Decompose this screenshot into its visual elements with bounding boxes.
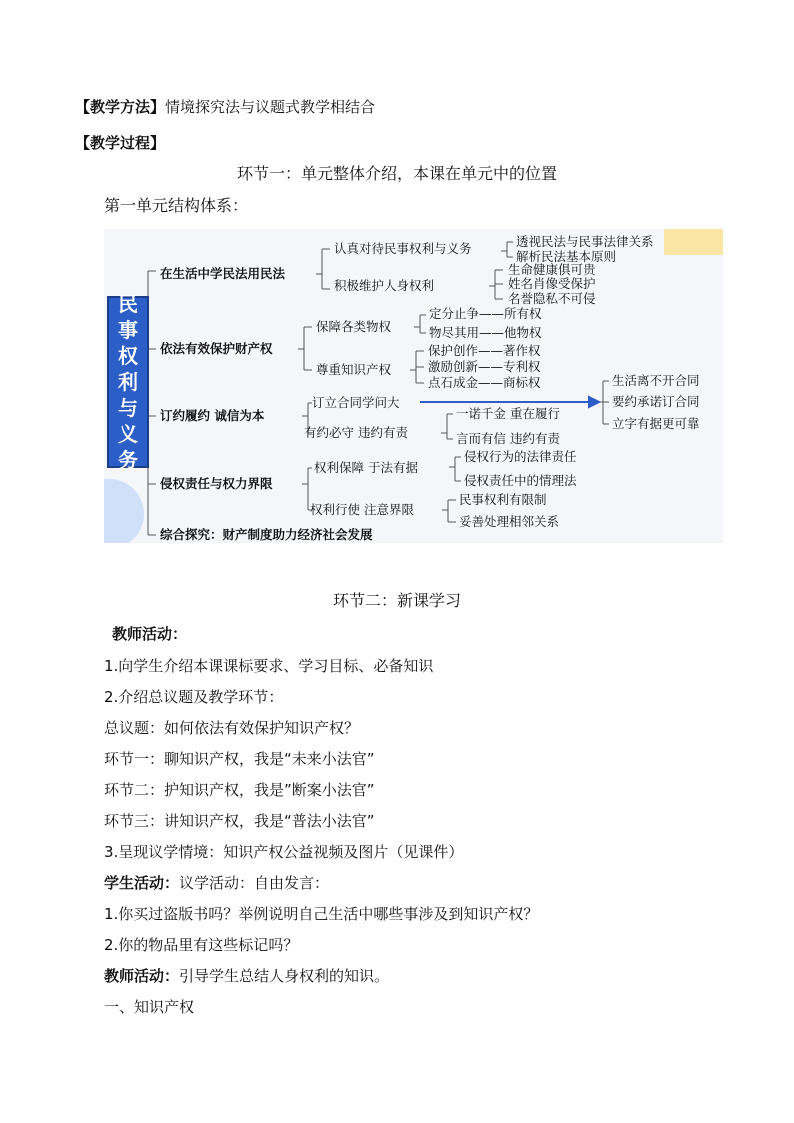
leaf: 解析民法基本原则 xyxy=(516,249,617,264)
node-rights-exercise: 权利行使 注意界限 xyxy=(310,502,414,517)
root-char: 义 xyxy=(118,422,138,446)
branch-property-rights: 依法有效保护财产权 xyxy=(160,341,273,356)
leaf: 要约承诺订合同 xyxy=(612,394,700,409)
leaf: 民事权利有限制 xyxy=(459,492,547,507)
leaf: 侵权行为的法律责任 xyxy=(464,449,577,464)
branch-tort-liability: 侵权责任与权力界限 xyxy=(160,476,273,491)
section2-title: 环节二：新课学习 xyxy=(332,591,461,610)
leaf: 定分止争——所有权 xyxy=(429,306,542,321)
leaf: 点石成金——商标权 xyxy=(428,375,541,390)
teacher-activity-2-line xyxy=(104,966,389,986)
node-ip: 尊重知识产权 xyxy=(316,362,392,377)
leaf: 保护创作——著作权 xyxy=(428,343,541,358)
node-rights-obligations: 认真对待民事权利与义务 xyxy=(334,241,472,256)
teaching-method-label: 【教学方法】 xyxy=(75,98,166,116)
unit-structure-diagram xyxy=(104,229,723,543)
node-rights-protection: 权利保障 于法有据 xyxy=(314,460,418,475)
teacher-activity-2-text: 引导学生总结人身权利的知识。 xyxy=(179,967,390,985)
leaf: 言而有信 违约有责 xyxy=(456,431,560,446)
root-char: 务 xyxy=(118,448,138,472)
teacher-item-3: 3.呈现议学情境：知识产权公益视频及图片（见课件） xyxy=(104,843,464,861)
leaf: 物尽其用——他物权 xyxy=(429,325,542,340)
leaf: 一诺千金 重在履行 xyxy=(456,406,560,421)
root-char: 与 xyxy=(118,396,138,420)
teacher-item-1: 1.向学生介绍本课课标要求、学习目标、必备知识 xyxy=(104,657,434,675)
leaf: 名誉隐私不可侵 xyxy=(508,291,596,306)
root-title-box xyxy=(107,292,149,472)
leaf: 生命健康俱可贵 xyxy=(508,262,596,277)
branch-contracts: 订约履约 诚信为本 xyxy=(160,408,265,423)
root-char: 民 xyxy=(118,292,138,316)
node-keep-promise: 有约必守 违约有责 xyxy=(304,425,408,440)
node-personal-rights: 积极维护人身权利 xyxy=(334,278,435,293)
overall-topic: 总议题：如何依法有效保护知识产权？ xyxy=(104,719,360,737)
node-property: 保障各类物权 xyxy=(316,319,392,334)
node-contract: 订立合同学问大 xyxy=(312,395,400,410)
teaching-process-label: 【教学过程】 xyxy=(75,134,166,152)
teacher-item-2: 2.介绍总议题及教学环节： xyxy=(104,688,284,706)
section1-subtitle: 第一单元结构体系： xyxy=(104,196,249,215)
root-char: 事 xyxy=(118,318,138,342)
section1-title: 环节一：单元整体介绍，本课在单元中的位置 xyxy=(236,164,557,183)
leaf: 透视民法与民事法律关系 xyxy=(516,234,654,249)
teaching-method-line xyxy=(75,97,375,117)
leaf: 姓名肖像受保护 xyxy=(508,276,596,291)
branch-civil-law-life: 在生活中学民法用民法 xyxy=(160,266,286,281)
leaf: 生活离不开合同 xyxy=(612,373,700,388)
teacher-activity-label: 教师活动： xyxy=(112,625,188,643)
step-2: 环节二：护知识产权，我是”断案小法官” xyxy=(104,781,375,799)
heading-ip: 一、知识产权 xyxy=(104,998,195,1016)
leaf: 激励创新——专利权 xyxy=(428,359,541,374)
student-activity-line xyxy=(104,873,329,893)
branch-comprehensive-inquiry: 综合探究：财产制度助力经济社会发展 xyxy=(160,527,373,542)
leaf: 侵权责任中的情理法 xyxy=(464,473,577,488)
leaf: 立字有据更可靠 xyxy=(612,416,700,431)
step-1: 环节一：聊知识产权，我是“未来小法官” xyxy=(104,750,375,768)
leaf: 妥善处理相邻关系 xyxy=(459,514,560,529)
student-activity-text: 议学活动：自由发言： xyxy=(179,874,330,892)
step-3: 环节三：讲知识产权，我是“普法小法官” xyxy=(104,812,375,830)
root-char: 权 xyxy=(118,344,138,368)
question-2: 2.你的物品里有这些标记吗？ xyxy=(104,936,299,954)
teaching-method-text: 情境探究法与议题式教学相结合 xyxy=(165,98,376,116)
teacher-activity-2-label: 教师活动： xyxy=(104,967,180,985)
student-activity-label: 学生活动： xyxy=(104,874,180,892)
question-1: 1.你买过盗版书吗？举例说明自己生活中哪些事涉及到知识产权？ xyxy=(104,905,539,923)
root-char: 利 xyxy=(118,370,138,394)
